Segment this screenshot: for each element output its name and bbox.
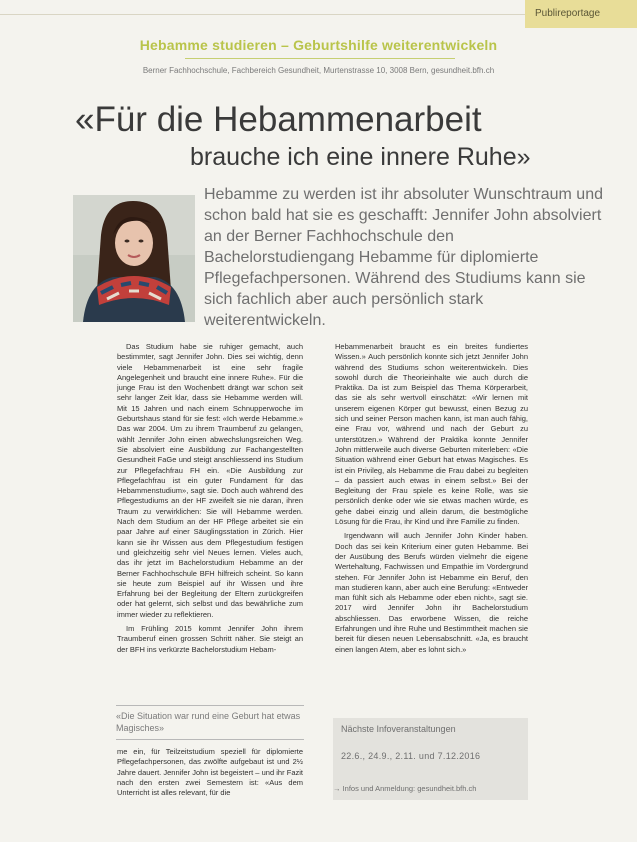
kicker-underline bbox=[185, 58, 455, 59]
body-column-1 bbox=[117, 342, 303, 655]
kicker-title: Hebamme studieren – Geburtshilfe weiterentwickeln bbox=[139, 37, 498, 53]
info-box-title: Nächste Infoveranstaltungen bbox=[341, 724, 456, 734]
body-paragraph: Das Studium habe sie ruhiger gemacht, auch bestimmter, sagt Jennifer John. Dies sei wichtig, denn viele Hebammenarbeit ist eine sehr fragile Angelegenheit und braucht eine innere Ruhe». Für die junge Frau ist den Wochenbett drängt war schon seit sehr langer Zeit klar, dass sie Hebamme werden will. Mit 15 Jahren und nach einem Schnupperwoche im Geburtshaus stand für sie fest: «Ich werde Hebamme.» Das war 2004. Um zu ihrem Traumberuf zu gelangen, wählt Jennifer John einen abwechslungsreichen Weg. Sie absolviert eine Ausbildung zur Fachangestellten Gesundheit FaGe und steigt anschliessend ins Studium zur Pflegefachfrau FH ein. «Die Ausbildung zur Pflegefachfrau ist ein guter Fundament für das Hebammenstudium», sagt sie. Doch auch während des Pflegestudiums an der HF zweifelt sie nie daran, ihren Traum zu verwirklichen: Sie will Hebamme werden. Nach dem Studium an der HF Pflege arbeitet sie ein paar Jahre auf einer Säuglingsstation in Zürich. Hier kann sie ihr Wissen aus dem Pflegestudium festigen und gleichzeitig sehr viel Neues lernen. Vieles auch, das ihr jetzt im Bachelorstudium Hebamme an der Berner Fachhochschule BFH hilfreich scheint. So kann sie heute zum Beispiel auf ihr Wissen und ihre Erfahrung bei der Begleitung der Eltern zurückgreifen oder hat gelernt, sich selbst und das bewährliche zum immer wieder zu reflektieren. bbox=[117, 342, 303, 619]
headline-line-2: brauche ich eine innere Ruhe» bbox=[190, 143, 531, 171]
info-box-dates: 22.6., 24.9., 2.11. und 7.12.2016 bbox=[341, 751, 481, 761]
body-paragraph: Irgendwann will auch Jennifer John Kinder haben. Doch das sei kein Kriterium einer guten Hebamme. Bei der Ausübung des Berufs würden vielmehr die eigene Wertehaltung, Fachwissen und Empathie im Vordergrund stehen. Für Jennifer John ist Hebamme ein Beruf, den man studieren kann, aber auch eine Berufung: «Entweder man fühlt sich als Hebamme oder eben nicht», sagt sie. 2017 wird Jennifer John ihr Bachelorstudium abschliessen. Das erworbene Wissen, die reiche Erfahrungen und ihre Ruhe und Bestimmtheit machen sie bereit für diesen neuen Lebensabschnitt. «Ja, es braucht einen langen Atem, aber es lohnt sich.» bbox=[335, 531, 528, 654]
lead-paragraph: Hebamme zu werden ist ihr absoluter Wunschtraum und schon bald hat sie es geschafft: Jennifer John absolviert an der Berner Fachhochschule den Bachelorstudiengang Hebamme für diplomierte Pflegefachpersonen. Während des Studiums kann sie sich fachlich aber auch persönlich stark weiterentwickeln. bbox=[204, 186, 603, 329]
pull-quote: «Die Situation war rund eine Geburt hat etwas Magisches» bbox=[116, 705, 304, 740]
body-paragraph: Hebammenarbeit braucht es ein breites fundiertes Wissen.» Auch persönlich konnte sich jetzt Jennifer John während des Studiums schon weiterentwickeln. Dies sowohl durch die Theorieinhalte wie auch durch die Praktika. Da ist zum Beispiel das Thema Körperarbeit, das sie als sehr wertvoll einschätzt: «Wir lernen mit unserem eigenen Körper gut bewusst, einen Bezug zu sich und seiner Person machen kann, ist man auch fähig, eine Frau vor, während und nach der Geburt zu unterstützen.» Während der Praktika konnte Jennifer John mittlerweile auch diverse Geburten miterleben: «Die Situation während einer Geburt hat etwas Magisches. Es ist ein Privileg, als Hebamme die Frau dabei zu begleiten – da passiert auch etwas in einem selbst.» Bei der Begleitung der Frau spiele es keine Rolle, was sie persönlich denke oder wie sie etwas machen würde, es gehe dabei einzig und allein darum, die bestmögliche Lösung für die Frau, ihr Kind und ihre Familie zu finden. bbox=[335, 342, 528, 527]
portrait-photo bbox=[73, 195, 195, 322]
headline-line-1: «Für die Hebammenarbeit bbox=[75, 100, 482, 139]
body-paragraph: Im Frühling 2015 kommt Jennifer John ihrem Traumberuf einen grossen Schritt näher. Sie steigt an der BFH ins verkürzte Bachelorstudium Hebam- bbox=[117, 624, 303, 654]
sponsor-line: Berner Fachhochschule, Fachbereich Gesundheit, Murtenstrasse 10, 3008 Bern, gesundheit.bfh.ch bbox=[142, 66, 495, 75]
body-paragraph: me ein, für Teilzeitstudium speziell für diplomierte Pflegefachpersonen, das zwölfte aufgebaut ist und 2½ Jahre dauert. Jennifer John ist begeistert – und ihr Fazit nach den ersten zwei Semestern ist: «Aus dem Unterricht ist alles relevant, für die bbox=[117, 747, 303, 798]
body-column-2 bbox=[335, 342, 528, 655]
body-column-1-continued bbox=[117, 747, 303, 798]
section-tag: Publireportage bbox=[525, 0, 637, 28]
info-box-link[interactable]: → Infos und Anmeldung: gesundheit.bfh.ch bbox=[333, 784, 477, 793]
portrait-illustration bbox=[73, 195, 195, 322]
